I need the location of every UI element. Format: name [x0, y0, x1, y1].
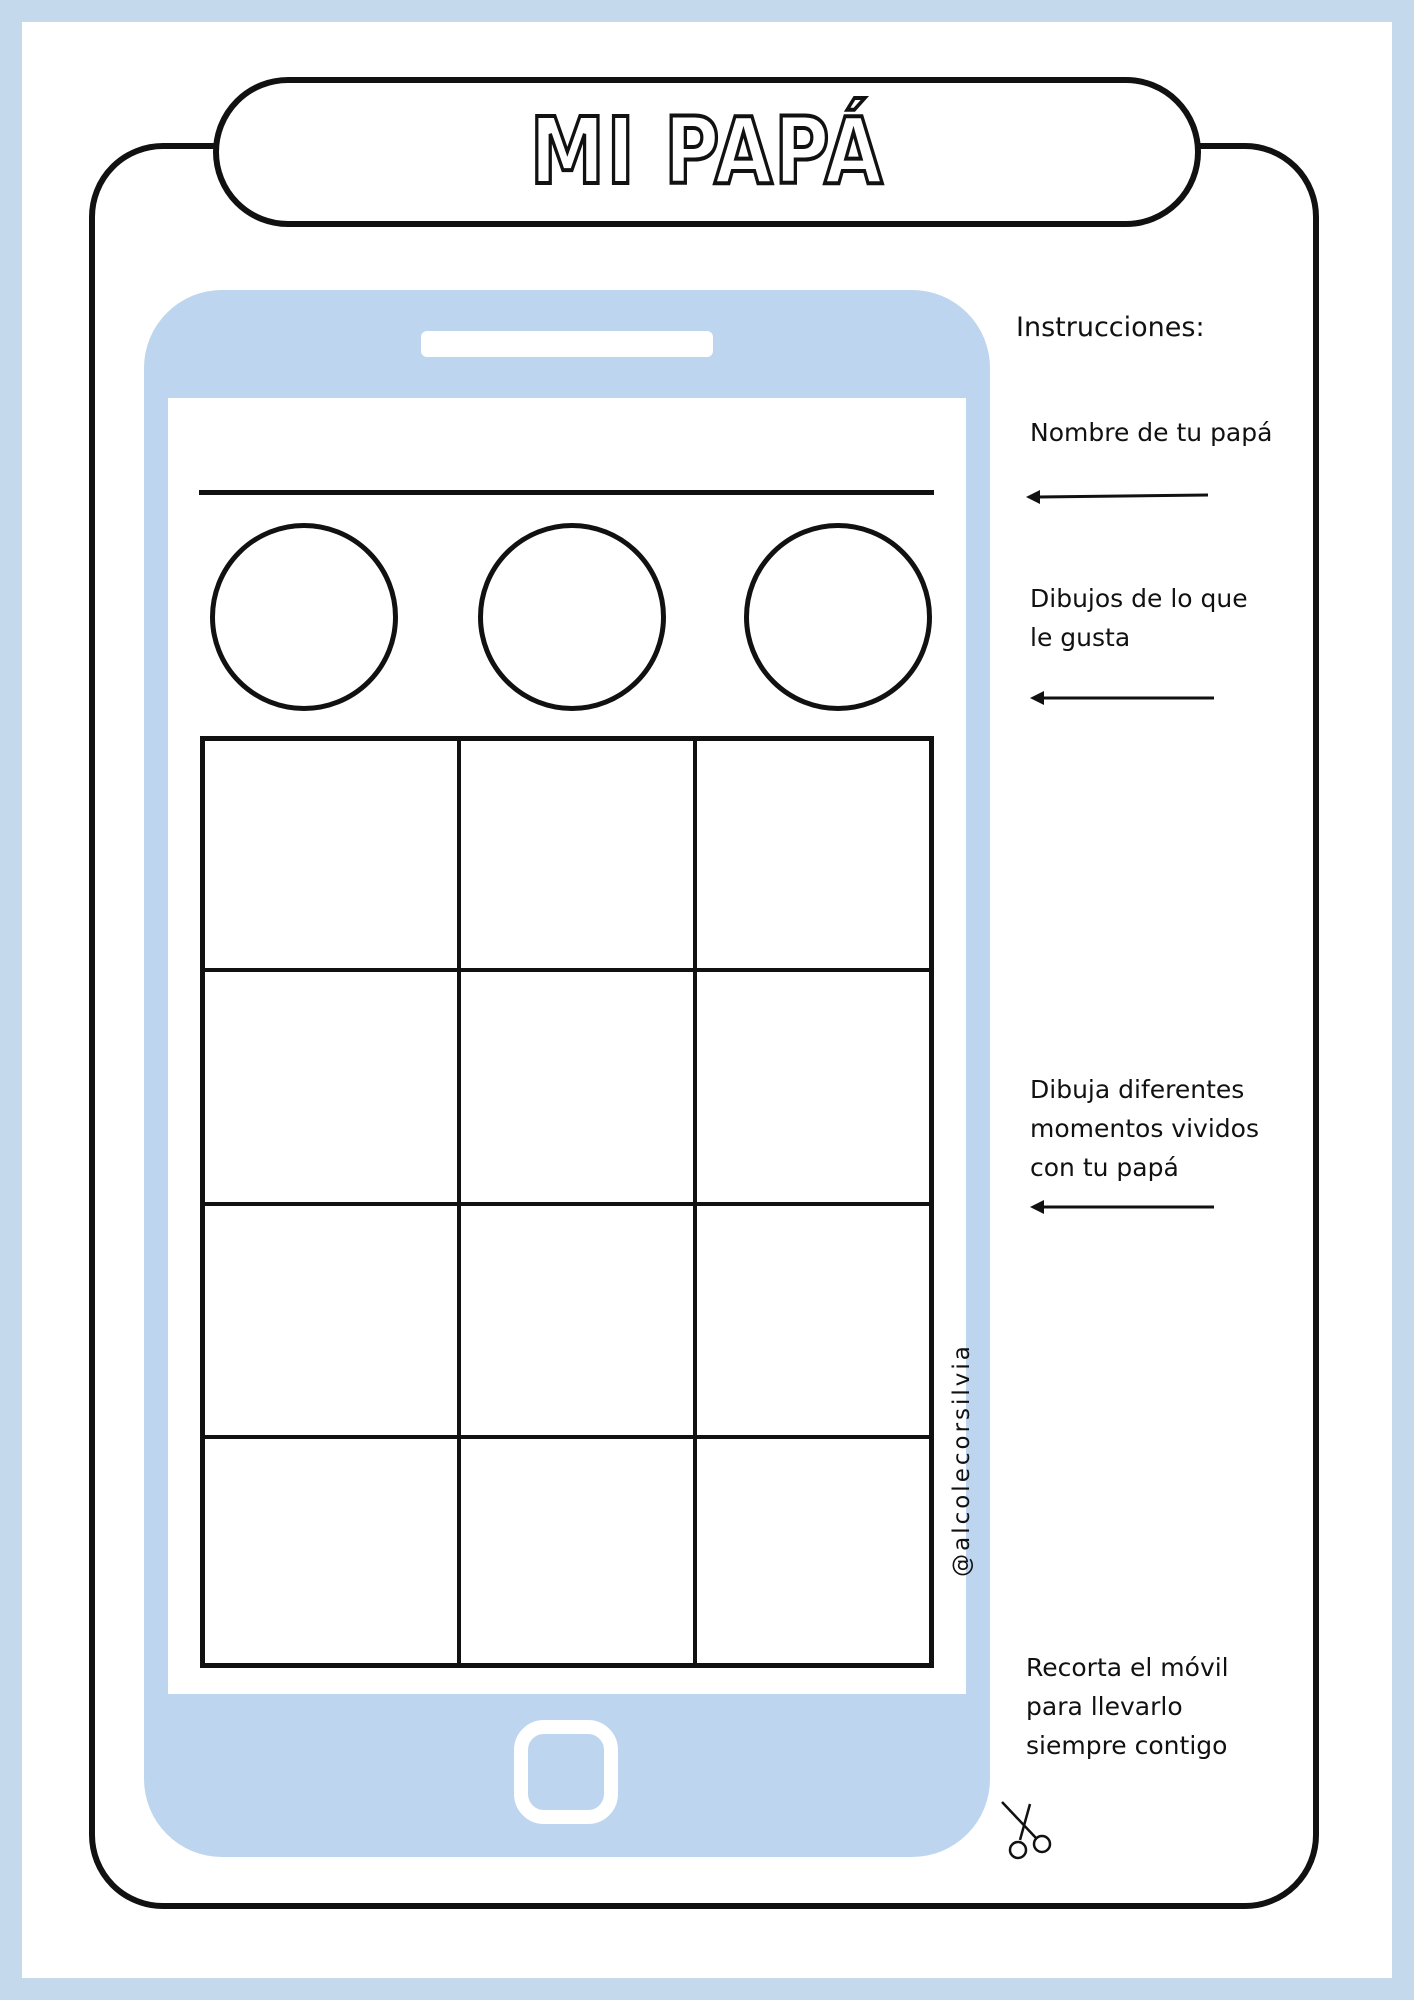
name-writing-line[interactable] [199, 490, 934, 495]
moment-cell[interactable] [205, 1206, 461, 1439]
moment-cell[interactable] [697, 1439, 929, 1663]
arrow-left-icon [1028, 1195, 1218, 1219]
moments-grid [200, 736, 934, 1668]
moment-cell[interactable] [697, 972, 929, 1206]
moment-cell[interactable] [205, 972, 461, 1206]
instructions-heading: Instrucciones: [1016, 312, 1205, 343]
moment-cell[interactable] [461, 741, 697, 972]
moment-cell[interactable] [461, 972, 697, 1206]
instruction-likes: Dibujos de lo que le gusta [1030, 584, 1248, 652]
likes-circle-2[interactable] [478, 523, 666, 711]
arrow-left-icon [1024, 485, 1214, 509]
instruction-cut: Recorta el móvil para llevarlo siempre contigo [1026, 1653, 1229, 1760]
instruction-name: Nombre de tu papá [1030, 418, 1273, 447]
title-banner [213, 77, 1201, 227]
instruction-moments: Dibuja diferentes momentos vividos con tu papá [1030, 1075, 1259, 1182]
moment-cell[interactable] [697, 1206, 929, 1439]
page-title: MI PAPÁ [529, 98, 885, 205]
scissors-icon [996, 1798, 1060, 1864]
phone-speaker [421, 331, 713, 357]
likes-circle-1[interactable] [210, 523, 398, 711]
likes-circle-3[interactable] [744, 523, 932, 711]
arrow-left-icon [1028, 686, 1218, 710]
moment-cell[interactable] [205, 741, 461, 972]
moment-cell[interactable] [461, 1206, 697, 1439]
home-button [514, 1720, 618, 1824]
author-credit: @alcolecorsilvia [949, 1343, 975, 1577]
moment-cell[interactable] [205, 1439, 461, 1663]
moment-cell[interactable] [697, 741, 929, 972]
moment-cell[interactable] [461, 1439, 697, 1663]
